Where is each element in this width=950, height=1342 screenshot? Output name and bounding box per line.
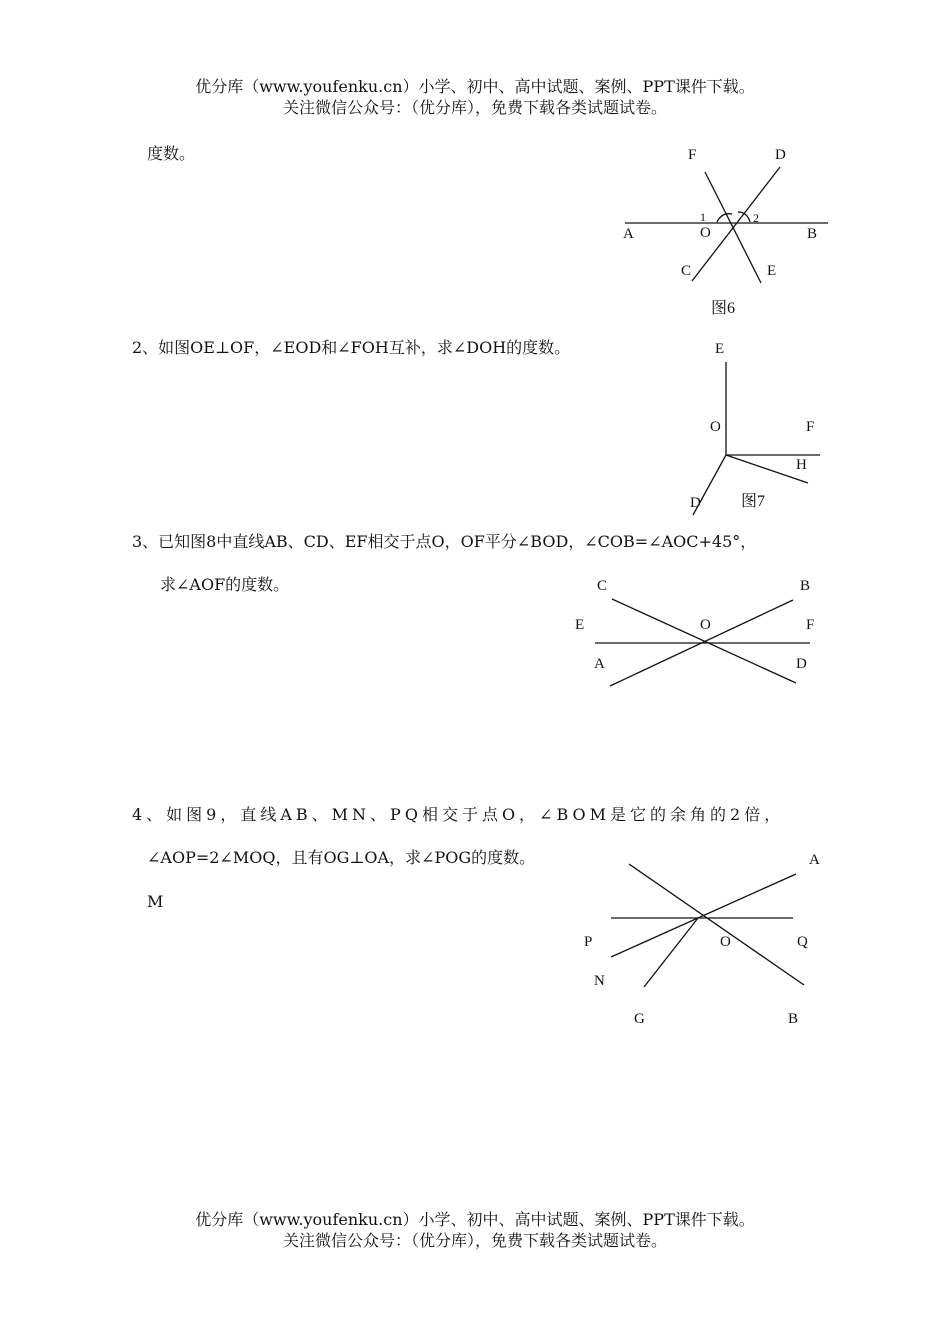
fig7-label-o: O	[710, 419, 721, 435]
fig8-label-d: D	[796, 656, 807, 672]
fig9-label-b: B	[788, 1011, 799, 1027]
fig8-label-b: B	[800, 578, 811, 594]
problem-1-tail: 度数。	[147, 144, 196, 163]
fig6-label-angle-1: 1	[700, 210, 706, 224]
fig7-label-h: H	[796, 457, 807, 473]
fig9-line-mn	[611, 874, 796, 957]
footer-line-1: 优分库（www.youfenku.cn）小学、初中、高中试题、案例、PPT课件下载。	[195, 1210, 755, 1229]
fig6-label-o: O	[700, 225, 711, 241]
fig6-label-a: A	[623, 226, 634, 242]
fig7-label-f: F	[806, 419, 815, 435]
fig6-label-d: D	[775, 147, 786, 163]
fig8-label-a: A	[594, 656, 605, 672]
fig9-ray-og	[644, 918, 698, 987]
fig8-label-e: E	[575, 617, 585, 633]
fig9-label-a: A	[809, 852, 820, 868]
fig8-label-f: F	[806, 617, 815, 633]
problem-4-stray-label: M	[147, 892, 164, 911]
header-line-1: 优分库（www.youfenku.cn）小学、初中、高中试题、案例、PPT课件下载。	[195, 77, 755, 96]
problem-4-line-2: ∠AOP=2∠MOQ，且有OG⊥OA，求∠POG的度数。	[147, 848, 536, 867]
fig6-label-c: C	[681, 263, 692, 279]
figure-8	[575, 578, 814, 686]
figure-9	[584, 852, 820, 1027]
fig6-label-b: B	[807, 226, 818, 242]
problem-4-line-1: 4、如图9，直线AB、MN、PQ相交于点O，∠BOM是它的余角的2倍，	[132, 805, 785, 824]
fig8-label-c: C	[597, 578, 608, 594]
fig7-caption: 图7	[741, 493, 766, 510]
fig9-label-n: N	[594, 973, 605, 989]
fig6-angle-2-arc	[738, 212, 750, 222]
problem-2-text: 2、如图OE⊥OF，∠EOD和∠FOH互补，求∠DOH的度数。	[132, 338, 571, 357]
fig6-line-ef	[705, 172, 761, 283]
fig9-label-g: G	[634, 1011, 645, 1027]
fig6-label-e: E	[767, 263, 777, 279]
problem-3-line-1: 3、已知图8中直线AB、CD、EF相交于点O，OF平分∠BOD，∠COB=∠AOC+45°，	[132, 532, 757, 551]
problem-3-line-2: 求∠AOF的度数。	[160, 575, 290, 594]
fig9-label-o: O	[720, 934, 731, 950]
fig9-label-p: P	[584, 934, 593, 950]
footer-line-2: 关注微信公众号：（优分库），免费下载各类试题试卷。	[282, 1231, 667, 1250]
fig6-caption: 图6	[711, 300, 736, 317]
fig9-label-q: Q	[797, 934, 808, 950]
fig7-label-e: E	[715, 341, 725, 357]
fig6-label-angle-2: 2	[753, 211, 759, 225]
figure-6	[623, 147, 828, 317]
fig8-label-o: O	[700, 617, 711, 633]
figure-7	[690, 341, 820, 515]
fig6-label-f: F	[688, 147, 697, 163]
header-line-2: 关注微信公众号：（优分库），免费下载各类试题试卷。	[282, 98, 667, 117]
fig7-label-d: D	[690, 495, 701, 511]
